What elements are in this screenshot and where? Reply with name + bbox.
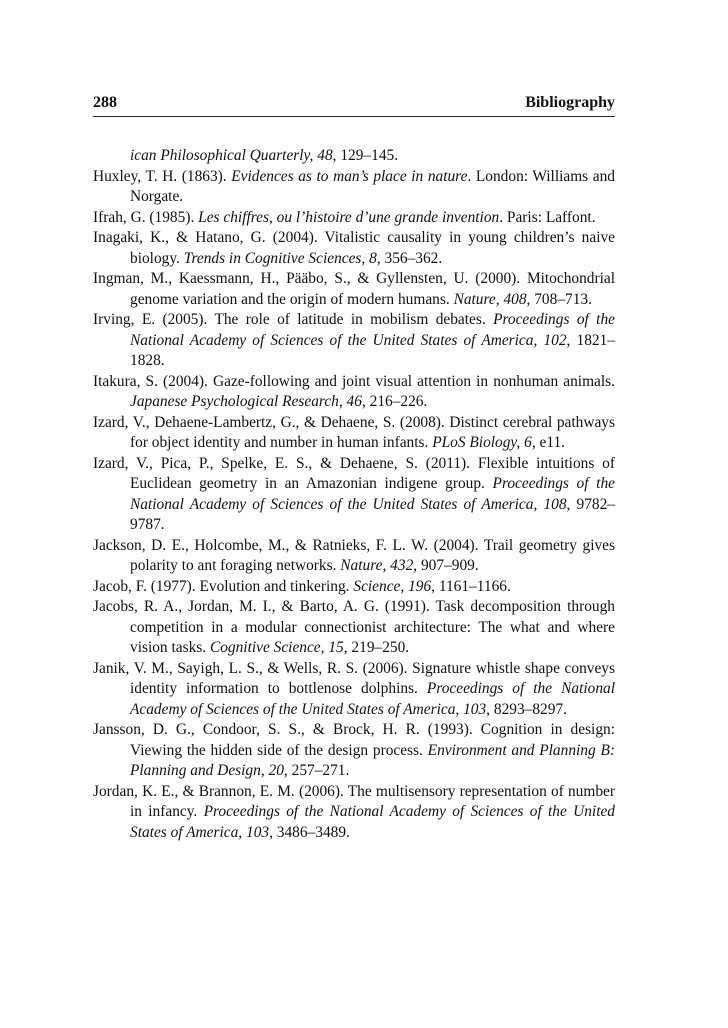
entry-source-title: Cognitive Science: [209, 639, 321, 656]
entry-authors-text: Izard, V., Dehaene-Lambertz, G., & Dehaene, S. (2008). Distinct cerebral pathways for object identity and number in human infants.: [93, 413, 615, 451]
entry-pages: , 219–250.: [343, 639, 410, 656]
entry-authors-text: Jacob, F. (1977). Evolution and tinkering.: [93, 577, 354, 595]
bibliography-entry: [93, 782, 615, 844]
entry-source-title: Nature: [340, 557, 383, 574]
entry-pages: , 708–713.: [526, 290, 592, 308]
entry-volume: , 6: [516, 434, 532, 451]
entry-volume: , 103: [238, 823, 270, 841]
entry-volume: , 15: [320, 639, 344, 656]
bibliography-entry: [93, 454, 615, 536]
entry-source-title: Nature: [453, 290, 496, 308]
entry-pages: , 8293–8297.: [486, 700, 567, 718]
entry-pages: , 1161–1166.: [431, 577, 511, 595]
entry-pages: , 1821–1828.: [130, 331, 616, 369]
entry-source-title: Les chiffres, ou l’histoire d’une grande invention: [198, 208, 500, 226]
entry-pages: , e11.: [531, 434, 566, 451]
entry-pages: . London: Williams and Norgate.: [130, 167, 615, 205]
entry-authors-text: Huxley, T. H. (1863).: [93, 167, 232, 185]
bibliography-entry: [93, 208, 615, 229]
entry-source-title: Evidences as to man’s place in nature: [231, 167, 468, 185]
bibliography-entry: [93, 372, 615, 413]
entry-volume: , 103: [455, 700, 487, 718]
bibliography-entry: [93, 310, 615, 372]
entry-authors-text: Jordan, K. E., & Brannon, E. M. (2006). The multisensory representation of number in infancy.: [93, 782, 615, 820]
entry-source-title: Proceedings of the National Academy of Sciences of the United States of America: [130, 803, 616, 841]
entry-authors-text: Jackson, D. E., Holcombe, M., & Ratnieks, F. L. W. (2004). Trail geometry gives polarity to ant foraging networks.: [93, 536, 615, 574]
entry-source-title: PLoS Biology: [432, 434, 517, 451]
entry-pages: , 216–226.: [361, 393, 428, 410]
bibliography-entry: [93, 167, 615, 208]
entry-authors-text: Inagaki, K., & Hatano, G. (2004). Vitalistic causality in young children’s naive biology.: [93, 229, 615, 267]
entry-authors-text: Itakura, S. (2004). Gaze-following and joint visual attention in nonhuman animals.: [93, 372, 615, 390]
entry-authors-text: Janik, V. M., Sayigh, L. S., & Wells, R. S. (2006). Signature whistle shape conveys identity information to bottlenose dolphins.: [93, 659, 615, 697]
bibliography-entry: [93, 536, 615, 577]
entry-source-title: Trends in Cognitive Sciences: [183, 249, 362, 267]
bibliography-entry: [93, 659, 615, 721]
bibliography-entry: [93, 269, 615, 310]
entry-pages: , 129–145.: [332, 147, 399, 164]
running-head: Bibliography: [525, 94, 615, 111]
entry-volume: , 108: [533, 495, 567, 513]
page-number: 288: [93, 94, 117, 111]
page-header: [93, 94, 615, 117]
entry-pages: , 9782–9787.: [130, 495, 616, 533]
entry-source-title: ican Philosophical Quarterly: [130, 147, 310, 164]
entry-pages: , 3486–3489.: [269, 823, 350, 841]
entry-authors-text: Jansson, D. G., Condoor, S. S., & Brock, H. R. (1993). Cognition in design: Viewing the hidden side of the design process.: [93, 721, 615, 759]
entry-authors-text: Jacobs, R. A., Jordan, M. I., & Barto, A. G. (1991). Task decomposition through competition in a modular connectionist architecture: The what and where vision tasks.: [93, 598, 615, 656]
entry-pages: , 907–909.: [413, 557, 479, 574]
entry-volume: , 46: [338, 393, 362, 410]
entry-source-title: Environment and Planning B: Planning and Design: [130, 741, 616, 779]
entry-source-title: Proceedings of the National Academy of Sciences of the United States of America: [130, 475, 615, 513]
bibliography-list: [93, 146, 615, 843]
entry-source-title: Science: [353, 577, 401, 595]
bibliography-entry: [93, 577, 615, 598]
entry-volume: , 20: [260, 762, 284, 779]
entry-authors-text: Izard, V., Pica, P., Spelke, E. S., & Dehaene, S. (2011). Flexible intuitions of Euclidean geometry in an Amazonian indigene group.: [93, 454, 615, 492]
entry-pages: , 356–362.: [376, 249, 443, 267]
bibliography-entry: [93, 413, 615, 454]
entry-source-title: Japanese Psychological Research: [130, 393, 339, 410]
entry-volume: , 102: [533, 331, 567, 349]
entry-authors-text: Irving, E. (2005). The role of latitude in mobilism debates.: [93, 311, 494, 328]
bibliography-entry: [93, 146, 615, 167]
entry-source-title: Proceedings of the National Academy of Sciences of the United States of America: [130, 680, 615, 718]
entry-pages: . Paris: Laffont.: [499, 208, 596, 226]
bibliography-entry: [93, 597, 615, 659]
bibliography-entry: [93, 228, 615, 269]
entry-volume: , 432: [382, 557, 414, 574]
bibliography-entry: [93, 720, 615, 782]
entry-authors-text: Ingman, M., Kaessmann, H., Pääbo, S., & Gyllensten, U. (2000). Mitochondrial genome variation and the origin of modern humans.: [93, 270, 615, 308]
entry-volume: , 196: [400, 577, 432, 595]
entry-volume: , 48: [309, 147, 333, 164]
entry-volume: , 8: [361, 249, 377, 267]
entry-volume: , 408: [495, 290, 527, 308]
entry-authors-text: Ifrah, G. (1985).: [93, 208, 199, 226]
entry-source-title: Proceedings of the National Academy of Sciences of the United States of America: [130, 311, 615, 349]
entry-pages: , 257–271.: [283, 762, 350, 779]
